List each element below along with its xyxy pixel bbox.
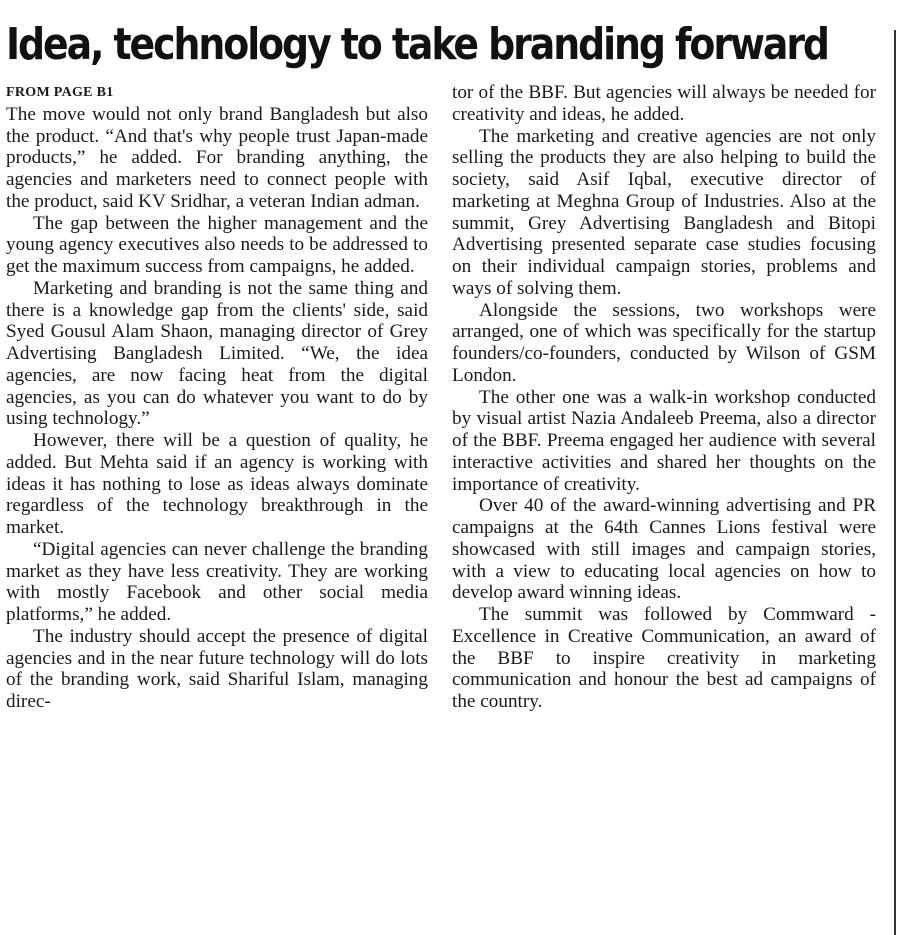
paragraph: The marketing and creative agencies are not only selling the products they are also helping to build the society, said Asif Iqbal, executive director of marketing at Meghna Group of Industries. Also at the summit, Grey Advertising Bangladesh and Bitopi Advertising presented separate case studies focusing on their individual campaign stories, problems and ways of solving them.	[452, 125, 876, 299]
paragraph: The move would not only brand Bangladesh but also the product. “And that's why people trust Japan-made products,” he added. For branding anything, the agencies and marketers need to connect people with the product, said KV Sridhar, a veteran Indian adman.	[6, 103, 428, 212]
column-rule	[894, 30, 896, 935]
paragraph: Alongside the sessions, two workshops were arranged, one of which was specifically for the startup founders/co-founders, conducted by Wilson of GSM London.	[452, 299, 876, 386]
paragraph: Over 40 of the award-winning advertising and PR campaigns at the 64th Cannes Lions festival were showcased with still images and campaign stories, with a view to educating local agencies on how to develop award winning ideas.	[452, 495, 876, 604]
dateline: FROM PAGE B1	[6, 85, 114, 100]
paragraph: The gap between the higher management and the young agency executives also needs to be addressed to get the maximum success from campaigns, he added.	[6, 212, 428, 277]
right-column	[452, 82, 876, 713]
paragraph: The summit was followed by Commward - Excellence in Creative Communication, an award of the BBF to inspire creativity in marketing communication and honour the best ad campaigns of the country.	[452, 604, 876, 712]
left-column	[6, 82, 428, 713]
paragraph: “Digital agencies can never challenge the branding market as they have less creativity. They are working with mostly Facebook and other social media platforms,” he added.	[6, 538, 428, 625]
article-headline: Idea, technology to take branding forward	[6, 19, 828, 70]
paragraph: However, there will be a question of quality, he added. But Mehta said if an agency is working with ideas it has nothing to lose as ideas always dominate regardless of the technology breakthrough in the market.	[6, 430, 428, 538]
paragraph-continued: tor of the BBF. But agencies will always be needed for creativity and ideas, he added.	[452, 82, 876, 125]
paragraph: The other one was a walk-in workshop conducted by visual artist Nazia Andaleeb Preema, also a director of the BBF. Preema engaged her audience with several interactive activities and shared her thoughts on the importance of creativity.	[452, 386, 876, 495]
paragraph: The industry should accept the presence of digital agencies and in the near future technology will do lots of the branding work, said Shariful Islam, managing direc-	[6, 625, 428, 712]
paragraph: Marketing and branding is not the same thing and there is a knowledge gap from the clients' side, said Syed Gousul Alam Shaon, managing director of Grey Advertising Bangladesh Limited. “We, the idea agencies, are now facing heat from the digital agencies, as you can do whatever you want to do by using technology.”	[6, 277, 428, 430]
